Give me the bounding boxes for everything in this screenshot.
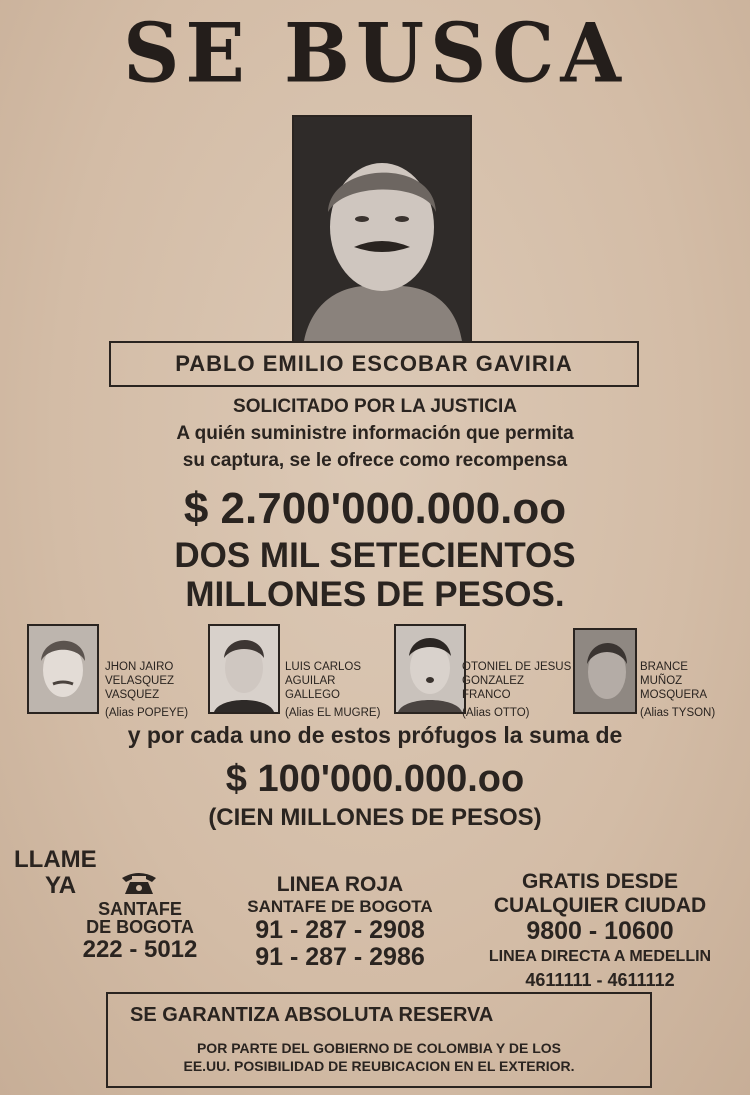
fugitive-name-line: FRANCO	[462, 689, 511, 701]
fugitive-name-line: JHON JAIRO	[105, 661, 174, 673]
fugitive-name-line: OTONIEL DE JESUS	[462, 661, 572, 673]
fugitive-amount-words: (CIEN MILLONES DE PESOS)	[208, 804, 542, 831]
poster-title: SE BUSCA	[123, 5, 627, 102]
linea-roja-block	[225, 873, 455, 971]
fugitive-name-line: VASQUEZ	[105, 689, 160, 701]
fugitive-amount: $ 100'000.000.oo	[225, 758, 525, 800]
fugitive-3	[394, 624, 466, 714]
fugitive-3-text	[462, 660, 571, 720]
llame-label: LLAME	[14, 846, 97, 873]
reserve-line-1: POR PARTE DEL GOBIERNO DE COLOMBIA Y DE LOS	[196, 1040, 562, 1056]
fugitive-name-line: LUIS CARLOS	[285, 661, 362, 673]
bogota-line-2: DE BOGOTA	[86, 917, 194, 937]
fugitive-name-line: VELASQUEZ	[105, 675, 175, 687]
solicitado-label: SOLICITADO POR LA JUSTICIA	[233, 396, 517, 417]
gratis-line-2: CUALQUIER CIUDAD	[493, 894, 707, 917]
reserve-headline: SE GARANTIZA ABSOLUTA RESERVA	[130, 1004, 494, 1026]
reward-words-1: DOS MIL SETECIENTOS	[174, 536, 576, 575]
fugitive-alias: (Alias OTTO)	[462, 707, 530, 719]
medellin-label: LINEA DIRECTA A MEDELLIN	[488, 948, 712, 965]
fugitive-alias: (Alias EL MUGRE)	[285, 707, 381, 719]
fugitive-1	[27, 624, 99, 714]
fugitive-photo	[208, 624, 280, 714]
reward-words-2: MILLONES DE PESOS.	[185, 575, 565, 614]
linea-roja-number-1: 91 - 287 - 2908	[255, 916, 425, 944]
fugitive-name-line: GALLEGO	[285, 689, 340, 701]
gratis-line-1: GRATIS DESDE	[522, 870, 678, 893]
ya-label: YA	[45, 872, 77, 899]
main-subject-photo	[292, 115, 472, 343]
telephone-icon	[120, 870, 158, 901]
fugitive-name-line: BRANCE	[640, 661, 688, 673]
bogota-number: 222 - 5012	[82, 936, 198, 963]
portrait-icon	[294, 117, 470, 341]
fugitive-name-line: MUÑOZ	[640, 675, 683, 687]
fugitive-name-line: GONZALEZ	[462, 675, 524, 687]
fugitive-4-text	[640, 660, 715, 720]
fugitive-1-text	[105, 660, 188, 720]
linea-roja-subtitle: SANTAFE DE BOGOTA	[247, 897, 433, 916]
reward-amount: $ 2.700'000.000.oo	[183, 484, 567, 533]
fugitive-alias: (Alias POPEYE)	[105, 707, 189, 719]
fugitive-photo	[27, 624, 99, 714]
linea-roja-title: LINEA ROJA	[276, 873, 404, 896]
fugitive-2-text	[285, 660, 380, 720]
bogota-block	[60, 900, 220, 964]
fugitive-4	[573, 628, 637, 714]
fugitive-photo	[394, 624, 466, 714]
fugitive-name-line: AGUILAR	[285, 675, 336, 687]
fugitive-alias: (Alias TYSON)	[640, 707, 716, 719]
fugitive-name-line: MOSQUERA	[640, 689, 708, 701]
fugitive-photo	[573, 628, 637, 714]
offer-line-2: su captura, se le ofrece como recompensa	[182, 450, 568, 471]
reserve-box	[106, 992, 652, 1088]
linea-roja-number-2: 91 - 287 - 2986	[255, 943, 425, 971]
medellin-numbers: 4611111 - 4611112	[525, 970, 675, 990]
reserve-line-2: EE.UU. POSIBILIDAD DE REUBICACION EN EL EXTERIOR.	[183, 1058, 575, 1074]
subject-name: PABLO EMILIO ESCOBAR GAVIRIA	[109, 341, 639, 387]
gratis-number: 9800 - 10600	[526, 917, 674, 945]
gratis-block	[455, 870, 745, 991]
fugitive-offer: y por cada uno de estos prófugos la suma de	[127, 722, 623, 748]
bogota-line-1: SANTAFE	[98, 899, 182, 919]
fugitive-2	[208, 624, 280, 714]
offer-line-1: A quién suministre información que permita	[176, 423, 574, 444]
